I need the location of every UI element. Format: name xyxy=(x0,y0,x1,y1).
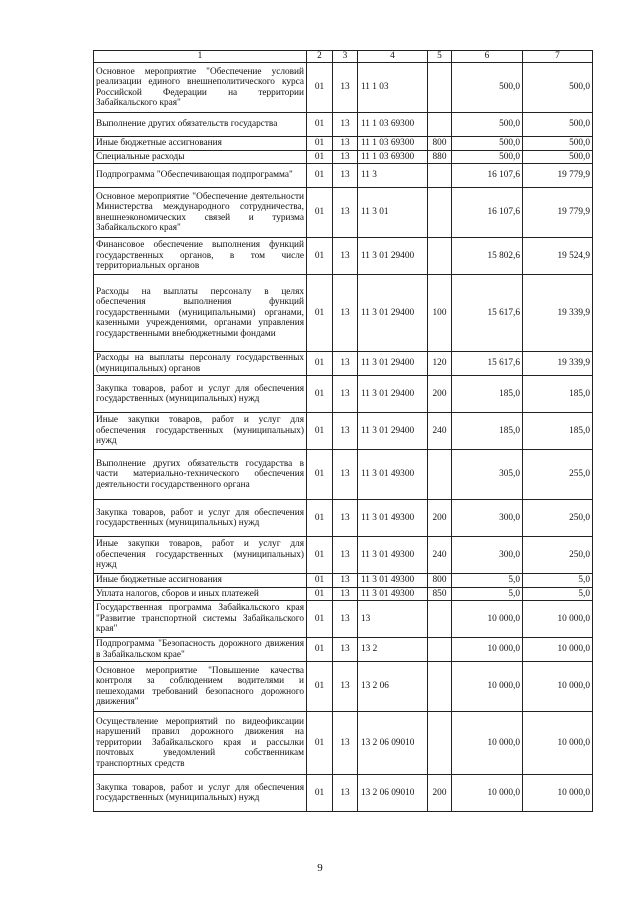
amount-year1-cell: 10 000,0 xyxy=(452,662,523,712)
expense-type-cell xyxy=(428,662,452,712)
row-name-cell: Основное мероприятие "Повышение качества контроля за соблюдением водителями и пешеходами требований безопасного дорожного движения" xyxy=(94,662,307,712)
row-name-cell: Уплата налогов, сборов и иных платежей xyxy=(94,587,307,601)
subsection-code-cell: 13 xyxy=(333,352,358,376)
expense-type-cell xyxy=(428,164,452,188)
amount-year1-cell: 300,0 xyxy=(452,500,523,537)
expense-type-cell xyxy=(428,188,452,238)
expense-type-cell: 800 xyxy=(428,574,452,588)
target-article-cell: 11 3 01 49300 xyxy=(358,450,428,500)
target-article-cell: 11 3 01 49300 xyxy=(358,587,428,601)
section-code-cell: 01 xyxy=(307,113,333,137)
subsection-code-cell: 13 xyxy=(333,238,358,275)
table-row xyxy=(94,376,593,413)
target-article-cell: 11 3 01 29400 xyxy=(358,275,428,352)
subsection-code-cell: 13 xyxy=(333,450,358,500)
amount-year2-cell: 255,0 xyxy=(523,450,593,500)
expense-type-cell: 850 xyxy=(428,587,452,601)
expense-type-cell: 100 xyxy=(428,275,452,352)
row-name-cell: Расходы на выплаты персоналу государственных (муниципальных) органов xyxy=(94,352,307,376)
expense-type-cell: 200 xyxy=(428,500,452,537)
amount-year1-cell: 10 000,0 xyxy=(452,712,523,775)
row-name-cell: Иные бюджетные ассигнования xyxy=(94,574,307,588)
expense-type-cell: 200 xyxy=(428,376,452,413)
table-row xyxy=(94,413,593,450)
subsection-code-cell: 13 xyxy=(333,638,358,662)
table-row xyxy=(94,574,593,588)
header-cell: 7 xyxy=(523,51,593,63)
expense-type-cell xyxy=(428,238,452,275)
amount-year1-cell: 185,0 xyxy=(452,376,523,413)
target-article-cell: 11 3 01 29400 xyxy=(358,238,428,275)
section-code-cell: 01 xyxy=(307,137,333,151)
table-row xyxy=(94,638,593,662)
table-row xyxy=(94,601,593,638)
row-name-cell: Основное мероприятие "Обеспечение условий реализации единого внешнеполитического курса Российской Федерации на территории Забайкальского края" xyxy=(94,63,307,113)
subsection-code-cell: 13 xyxy=(333,574,358,588)
amount-year1-cell: 10 000,0 xyxy=(452,775,523,812)
header-row xyxy=(94,51,593,63)
target-article-cell: 13 2 06 09010 xyxy=(358,712,428,775)
table-row xyxy=(94,113,593,137)
table-row xyxy=(94,275,593,352)
section-code-cell: 01 xyxy=(307,413,333,450)
expense-type-cell: 240 xyxy=(428,537,452,574)
expense-type-cell xyxy=(428,113,452,137)
target-article-cell: 11 1 03 69300 xyxy=(358,137,428,151)
budget-table xyxy=(93,50,593,812)
target-article-cell: 13 2 06 09010 xyxy=(358,775,428,812)
section-code-cell: 01 xyxy=(307,150,333,164)
row-name-cell: Осуществление мероприятий по видеофиксации нарушений правил дорожного движения на территории Забайкальского края и рассылки почтовых уведомлений собственникам транспортных средств xyxy=(94,712,307,775)
table-row xyxy=(94,450,593,500)
amount-year2-cell: 19 524,9 xyxy=(523,238,593,275)
amount-year2-cell: 10 000,0 xyxy=(523,601,593,638)
table-row xyxy=(94,63,593,113)
section-code-cell: 01 xyxy=(307,238,333,275)
amount-year2-cell: 19 779,9 xyxy=(523,188,593,238)
amount-year2-cell: 500,0 xyxy=(523,113,593,137)
table-row xyxy=(94,164,593,188)
section-code-cell: 01 xyxy=(307,164,333,188)
target-article-cell: 11 3 01 49300 xyxy=(358,500,428,537)
section-code-cell: 01 xyxy=(307,63,333,113)
expense-type-cell xyxy=(428,63,452,113)
target-article-cell: 11 3 01 29400 xyxy=(358,352,428,376)
subsection-code-cell: 13 xyxy=(333,63,358,113)
amount-year2-cell: 10 000,0 xyxy=(523,712,593,775)
amount-year1-cell: 15 617,6 xyxy=(452,275,523,352)
subsection-code-cell: 13 xyxy=(333,150,358,164)
row-name-cell: Специальные расходы xyxy=(94,150,307,164)
amount-year1-cell: 305,0 xyxy=(452,450,523,500)
row-name-cell: Подпрограмма "Обеспечивающая подпрограмма" xyxy=(94,164,307,188)
amount-year2-cell: 185,0 xyxy=(523,413,593,450)
amount-year2-cell: 19 339,9 xyxy=(523,275,593,352)
amount-year1-cell: 500,0 xyxy=(452,63,523,113)
amount-year2-cell: 185,0 xyxy=(523,376,593,413)
section-code-cell: 01 xyxy=(307,500,333,537)
amount-year1-cell: 5,0 xyxy=(452,587,523,601)
section-code-cell: 01 xyxy=(307,574,333,588)
section-code-cell: 01 xyxy=(307,376,333,413)
target-article-cell: 11 1 03 69300 xyxy=(358,150,428,164)
table-row xyxy=(94,238,593,275)
row-name-cell: Закупка товаров, работ и услуг для обеспечения государственных (муниципальных) нужд xyxy=(94,376,307,413)
subsection-code-cell: 13 xyxy=(333,712,358,775)
subsection-code-cell: 13 xyxy=(333,601,358,638)
amount-year2-cell: 10 000,0 xyxy=(523,662,593,712)
subsection-code-cell: 13 xyxy=(333,413,358,450)
amount-year1-cell: 185,0 xyxy=(452,413,523,450)
amount-year2-cell: 5,0 xyxy=(523,587,593,601)
target-article-cell: 11 1 03 69300 xyxy=(358,113,428,137)
amount-year1-cell: 15 802,6 xyxy=(452,238,523,275)
amount-year1-cell: 500,0 xyxy=(452,150,523,164)
header-cell: 4 xyxy=(358,51,428,63)
table-row xyxy=(94,587,593,601)
amount-year2-cell: 10 000,0 xyxy=(523,775,593,812)
subsection-code-cell: 13 xyxy=(333,775,358,812)
expense-type-cell: 880 xyxy=(428,150,452,164)
table-row xyxy=(94,775,593,812)
table-row xyxy=(94,662,593,712)
section-code-cell: 01 xyxy=(307,537,333,574)
amount-year2-cell: 500,0 xyxy=(523,63,593,113)
row-name-cell: Иные закупки товаров, работ и услуг для обеспечения государственных (муниципальных) нужд xyxy=(94,537,307,574)
section-code-cell: 01 xyxy=(307,662,333,712)
amount-year1-cell: 300,0 xyxy=(452,537,523,574)
section-code-cell: 01 xyxy=(307,450,333,500)
amount-year1-cell: 500,0 xyxy=(452,113,523,137)
amount-year2-cell: 10 000,0 xyxy=(523,638,593,662)
row-name-cell: Финансовое обеспечение выполнения функций государственных органов, в том числе территориальных органов xyxy=(94,238,307,275)
amount-year2-cell: 250,0 xyxy=(523,500,593,537)
amount-year2-cell: 250,0 xyxy=(523,537,593,574)
section-code-cell: 01 xyxy=(307,601,333,638)
subsection-code-cell: 13 xyxy=(333,113,358,137)
subsection-code-cell: 13 xyxy=(333,500,358,537)
expense-type-cell: 120 xyxy=(428,352,452,376)
table-row xyxy=(94,537,593,574)
amount-year1-cell: 5,0 xyxy=(452,574,523,588)
subsection-code-cell: 13 xyxy=(333,662,358,712)
target-article-cell: 11 3 xyxy=(358,164,428,188)
amount-year2-cell: 5,0 xyxy=(523,574,593,588)
table-row xyxy=(94,137,593,151)
section-code-cell: 01 xyxy=(307,352,333,376)
target-article-cell: 11 3 01 49300 xyxy=(358,537,428,574)
row-name-cell: Государственная программа Забайкальского края "Развитие транспортной системы Забайкальского края" xyxy=(94,601,307,638)
header-cell: 6 xyxy=(452,51,523,63)
row-name-cell: Выполнение других обязательств государства в части материально-технического обеспечения деятельности государственного органа xyxy=(94,450,307,500)
amount-year1-cell: 500,0 xyxy=(452,137,523,151)
expense-type-cell xyxy=(428,450,452,500)
table-row xyxy=(94,188,593,238)
row-name-cell: Основное мероприятие "Обеспечение деятельности Министерства международного сотрудничества, внешнеэкономических связей и туризма Забайкальского края" xyxy=(94,188,307,238)
subsection-code-cell: 13 xyxy=(333,587,358,601)
header-cell: 1 xyxy=(94,51,307,63)
target-article-cell: 11 3 01 29400 xyxy=(358,376,428,413)
row-name-cell: Закупка товаров, работ и услуг для обеспечения государственных (муниципальных) нужд xyxy=(94,775,307,812)
target-article-cell: 11 1 03 xyxy=(358,63,428,113)
table-row xyxy=(94,150,593,164)
section-code-cell: 01 xyxy=(307,275,333,352)
table-row xyxy=(94,352,593,376)
page-number: 9 xyxy=(317,862,323,874)
table-row xyxy=(94,712,593,775)
target-article-cell: 13 xyxy=(358,601,428,638)
amount-year1-cell: 10 000,0 xyxy=(452,638,523,662)
section-code-cell: 01 xyxy=(307,188,333,238)
expense-type-cell: 240 xyxy=(428,413,452,450)
subsection-code-cell: 13 xyxy=(333,164,358,188)
header-cell: 3 xyxy=(333,51,358,63)
subsection-code-cell: 13 xyxy=(333,275,358,352)
subsection-code-cell: 13 xyxy=(333,188,358,238)
subsection-code-cell: 13 xyxy=(333,537,358,574)
expense-type-cell xyxy=(428,601,452,638)
section-code-cell: 01 xyxy=(307,587,333,601)
section-code-cell: 01 xyxy=(307,775,333,812)
row-name-cell: Закупка товаров, работ и услуг для обеспечения государственных (муниципальных) нужд xyxy=(94,500,307,537)
amount-year2-cell: 500,0 xyxy=(523,150,593,164)
target-article-cell: 11 3 01 29400 xyxy=(358,413,428,450)
amount-year1-cell: 10 000,0 xyxy=(452,601,523,638)
target-article-cell: 11 3 01 49300 xyxy=(358,574,428,588)
row-name-cell: Подпрограмма "Безопасность дорожного движения в Забайкальском крае" xyxy=(94,638,307,662)
amount-year1-cell: 16 107,6 xyxy=(452,164,523,188)
header-cell: 5 xyxy=(428,51,452,63)
subsection-code-cell: 13 xyxy=(333,137,358,151)
subsection-code-cell: 13 xyxy=(333,376,358,413)
target-article-cell: 13 2 xyxy=(358,638,428,662)
row-name-cell: Расходы на выплаты персоналу в целях обеспечения выполнения функций государственными (муниципальными) органами, казенными учреждениями, органами управления государственными внебюджетными фондами xyxy=(94,275,307,352)
amount-year2-cell: 500,0 xyxy=(523,137,593,151)
expense-type-cell xyxy=(428,638,452,662)
row-name-cell: Выполнение других обязательств государства xyxy=(94,113,307,137)
expense-type-cell xyxy=(428,712,452,775)
section-code-cell: 01 xyxy=(307,712,333,775)
expense-type-cell: 800 xyxy=(428,137,452,151)
expense-type-cell: 200 xyxy=(428,775,452,812)
row-name-cell: Иные закупки товаров, работ и услуг для обеспечения государственных (муниципальных) нужд xyxy=(94,413,307,450)
header-cell: 2 xyxy=(307,51,333,63)
target-article-cell: 11 3 01 xyxy=(358,188,428,238)
row-name-cell: Иные бюджетные ассигнования xyxy=(94,137,307,151)
target-article-cell: 13 2 06 xyxy=(358,662,428,712)
table-row xyxy=(94,500,593,537)
section-code-cell: 01 xyxy=(307,638,333,662)
amount-year2-cell: 19 779,9 xyxy=(523,164,593,188)
amount-year1-cell: 15 617,6 xyxy=(452,352,523,376)
amount-year2-cell: 19 339,9 xyxy=(523,352,593,376)
amount-year1-cell: 16 107,6 xyxy=(452,188,523,238)
